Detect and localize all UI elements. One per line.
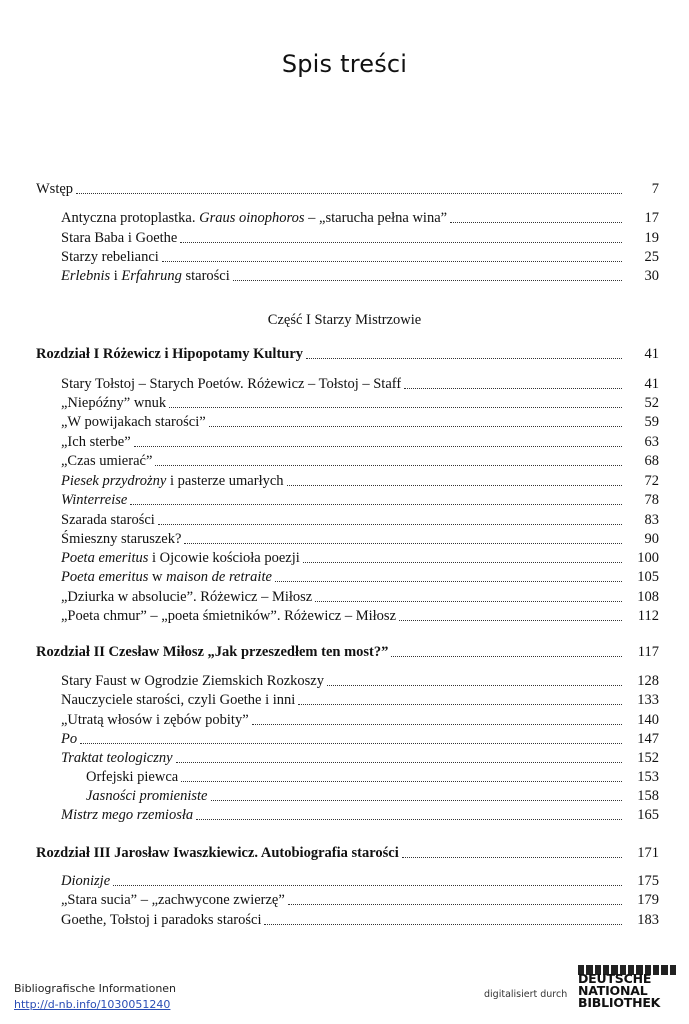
toc-entry-title — [61, 711, 249, 729]
toc-page-number: 179 — [637, 892, 659, 908]
dnb-logo-line2: NATIONAL — [578, 983, 648, 998]
toc-chapter-entry — [36, 345, 659, 363]
dot-leader — [275, 581, 622, 582]
toc-entry-title: Rozdział III Jarosław Iwaszkiewicz. Autobiografia starości — [36, 845, 399, 861]
toc-entry — [61, 891, 659, 909]
toc-chapter-entry — [36, 180, 659, 198]
bibliographic-label: Bibliografische Informationen — [14, 982, 177, 995]
toc-entry — [61, 872, 659, 890]
toc-page-number: 117 — [637, 644, 659, 660]
dot-leader — [184, 543, 622, 544]
toc-page-number: 108 — [637, 589, 659, 605]
toc-page-number: 175 — [637, 873, 659, 889]
toc-entry-title-part: „Niepóźny” wnuk — [61, 395, 167, 411]
digitized-by-label: digitalisiert durch — [484, 989, 568, 1000]
toc-entry-title — [61, 209, 447, 227]
dot-leader — [209, 426, 622, 427]
toc-page-number: 133 — [637, 692, 659, 708]
toc-entry-title-part: „Poeta chmur” – „poeta śmietników”. Różewicz – Miłosz — [61, 608, 397, 624]
toc-entry-title: Wstęp — [36, 181, 74, 197]
toc-entry-title — [86, 787, 208, 805]
dot-leader — [391, 656, 622, 657]
toc-entry-title — [61, 911, 261, 929]
toc-page-number: 41 — [644, 376, 659, 392]
toc-entry-title-part: Poeta emeritus — [61, 550, 149, 566]
toc-page-number: 153 — [637, 769, 659, 785]
toc-entry-title-part: Orfejski piewca — [86, 769, 179, 785]
toc-entry — [61, 711, 659, 729]
dot-leader — [233, 280, 622, 281]
dot-leader — [196, 819, 622, 820]
part-heading: Część I Starzy Mistrzowie — [267, 312, 422, 328]
dot-leader — [130, 504, 622, 505]
toc-entry-title — [61, 433, 131, 451]
toc-entry-title-part: Szarada starości — [61, 512, 155, 528]
bibliographic-link[interactable]: http://d-nb.info/1030051240 — [14, 998, 171, 1011]
toc-entry — [61, 433, 659, 451]
toc-entry — [61, 730, 659, 748]
dot-leader — [76, 193, 622, 194]
toc-entry-title — [61, 607, 396, 625]
toc-entry — [61, 749, 659, 767]
toc-entry-title — [61, 248, 159, 266]
toc-page-number: 72 — [644, 473, 659, 489]
dot-leader — [158, 524, 622, 525]
toc-entry-title-part: Po — [61, 731, 78, 747]
toc-entry — [61, 209, 659, 227]
toc-page-number: 63 — [644, 434, 659, 450]
dot-leader — [404, 388, 622, 389]
toc-page-number: 19 — [644, 230, 659, 246]
toc-page-number: 17 — [644, 210, 659, 226]
toc-entry-title-part: Jasności promieniste — [86, 788, 208, 804]
toc-entry-title-part: „Dziurka w absolucie”. Różewicz – Miłosz — [61, 589, 313, 605]
toc-entry-title-part: „Utratą włosów i zębów pobity” — [61, 712, 249, 728]
dot-leader — [450, 222, 622, 223]
toc-chapter-entry — [36, 643, 659, 661]
toc-page-number: 7 — [651, 181, 659, 197]
toc-entry-title-part: Mistrz mego rzemiosła — [61, 807, 194, 823]
toc-entry-title — [61, 588, 312, 606]
dnb-logo-line1: DEUTSCHE — [578, 971, 652, 986]
toc-entry — [61, 806, 659, 824]
toc-page-number: 105 — [637, 569, 659, 585]
toc-page-number: 183 — [637, 912, 659, 928]
dot-leader — [211, 800, 623, 801]
toc-page-number: 59 — [644, 414, 659, 430]
toc-entry-title-part: Winterreise — [61, 492, 128, 508]
toc-entry-title — [61, 806, 193, 824]
toc-entry-title-part: Stary Faust w Ogrodzie Ziemskich Rozkoszy — [61, 673, 324, 689]
toc-entry-title-part: maison de retraite — [166, 569, 272, 585]
toc-entry — [61, 911, 659, 929]
toc-entry — [86, 787, 659, 805]
toc-entry-title — [61, 691, 295, 709]
toc-page-number: 25 — [644, 249, 659, 265]
toc-entry — [61, 375, 659, 393]
toc-entry-title — [61, 530, 181, 548]
toc-entry-title — [61, 749, 173, 767]
toc-entry — [61, 248, 659, 266]
bibliographic-info — [14, 981, 176, 1013]
dot-leader — [162, 261, 622, 262]
toc-entry-title — [61, 452, 152, 470]
toc-entry-title — [61, 229, 177, 247]
dnb-logo-line3: BIBLIOTHEK — [578, 995, 661, 1010]
toc-entry-title-part: Poeta emeritus — [61, 569, 149, 585]
toc-entry-title — [61, 491, 127, 509]
toc-page-number: 30 — [644, 268, 659, 284]
dot-leader — [80, 743, 622, 744]
toc-page-number: 68 — [644, 453, 659, 469]
toc-entry-title-part: Nauczyciele starości, czyli Goethe i inni — [61, 692, 296, 708]
toc-entry-title — [61, 375, 401, 393]
dot-leader — [252, 724, 622, 725]
toc-entry-title — [61, 511, 155, 529]
toc-entry-title-part: Goethe, Tołstoj i paradoks starości — [61, 912, 262, 928]
toc-entry-title-part: starości — [181, 268, 230, 284]
toc-entry-title-part: Erfahrung — [121, 268, 182, 284]
dot-leader — [306, 358, 622, 359]
toc-entry-title — [61, 891, 285, 909]
toc-page-number: 165 — [637, 807, 659, 823]
toc-page-number: 100 — [637, 550, 659, 566]
dot-leader — [264, 924, 622, 925]
toc-entry — [61, 672, 659, 690]
toc-entry-title — [61, 413, 206, 431]
page-title: Spis treści — [281, 50, 408, 78]
dot-leader — [169, 407, 622, 408]
toc-entry-title — [61, 672, 324, 690]
toc-page-number: 158 — [637, 788, 659, 804]
toc-entry — [61, 472, 659, 490]
toc-entry-title-part: Śmieszny staruszek? — [61, 531, 182, 547]
dot-leader — [113, 885, 622, 886]
dot-leader — [180, 242, 622, 243]
toc-page-number: 147 — [637, 731, 659, 747]
dot-leader — [134, 446, 622, 447]
toc-entry-title-part: Dionizje — [61, 873, 111, 889]
toc-entry-title-part: Stara Baba i Goethe — [61, 230, 178, 246]
dot-leader — [287, 485, 622, 486]
toc-page-number: 152 — [637, 750, 659, 766]
toc-entry-title — [61, 394, 166, 412]
toc-entry-title — [86, 768, 178, 786]
toc-entry-title — [61, 568, 272, 586]
dot-leader — [181, 781, 622, 782]
toc-entry-title — [61, 872, 110, 890]
toc-entry — [61, 413, 659, 431]
toc-chapter-entry — [36, 844, 659, 862]
dot-leader — [399, 620, 622, 621]
toc-entry-title-part: Antyczna protoplastka. — [61, 210, 200, 226]
toc-entry-title-part: „Czas umierać” — [61, 453, 153, 469]
toc-entry — [61, 588, 659, 606]
toc-entry-title-part: Traktat teologiczny — [61, 750, 173, 766]
toc-entry-title-part: Graus oinophoros — [199, 210, 305, 226]
toc-entry — [61, 691, 659, 709]
dot-leader — [315, 601, 622, 602]
toc-entry-title: Rozdział I Różewicz i Hipopotamy Kultury — [36, 346, 304, 362]
toc-entry-title-part: i Ojcowie kościoła poezji — [148, 550, 300, 566]
toc-entry-title-part: Stary Tołstoj – Starych Poetów. Różewicz – Tołstoj – Staff — [61, 376, 402, 392]
toc-entry-title — [61, 472, 284, 490]
toc-page-number: 90 — [644, 531, 659, 547]
toc-entry-title — [61, 549, 300, 567]
toc-entry — [61, 452, 659, 470]
toc-page-number: 83 — [644, 512, 659, 528]
toc-entry — [61, 491, 659, 509]
toc-entry-title-part: i — [110, 268, 122, 284]
toc-entry — [86, 768, 659, 786]
toc-entry-title — [61, 267, 230, 285]
toc-entry-title-part: „Stara sucia” – „zachwycone zwierzę” — [61, 892, 285, 908]
toc-entry-title-part: i pasterze umarłych — [166, 473, 284, 489]
toc-entry-title-part: – „starucha pełna wina” — [304, 210, 448, 226]
toc-entry — [61, 267, 659, 285]
dot-leader — [298, 704, 622, 705]
dot-leader — [176, 762, 622, 763]
dnb-logo — [578, 965, 676, 1011]
toc-entry — [61, 511, 659, 529]
toc-entry — [61, 394, 659, 412]
toc-page-number: 171 — [637, 845, 659, 861]
toc-entry-title-part: Erlebnis — [61, 268, 111, 284]
toc-page-number: 78 — [644, 492, 659, 508]
dot-leader — [303, 562, 622, 563]
toc-entry-title-part: w — [148, 569, 167, 585]
dot-leader — [327, 685, 622, 686]
dot-leader — [288, 904, 622, 905]
toc-page-number: 128 — [637, 673, 659, 689]
toc-entry — [61, 549, 659, 567]
toc-entry-title-part: „Ich sterbe” — [61, 434, 131, 450]
toc-page-number: 112 — [637, 608, 659, 624]
dot-leader — [402, 857, 622, 858]
toc-entry-title — [61, 730, 77, 748]
toc-entry — [61, 229, 659, 247]
toc-entry-title: Rozdział II Czesław Miłosz „Jak przeszedłem ten most?” — [36, 644, 389, 660]
toc-entry — [61, 568, 659, 586]
dot-leader — [155, 465, 622, 466]
toc-page-number: 41 — [644, 346, 659, 362]
toc-entry — [61, 530, 659, 548]
toc-entry-title-part: Starzy rebelianci — [61, 249, 159, 265]
toc-entry-title-part: „W powijakach starości” — [61, 414, 206, 430]
toc-page-number: 140 — [637, 712, 659, 728]
toc-page-number: 52 — [644, 395, 659, 411]
toc-entry-title-part: Piesek przydrożny — [61, 473, 167, 489]
toc-entry — [61, 607, 659, 625]
